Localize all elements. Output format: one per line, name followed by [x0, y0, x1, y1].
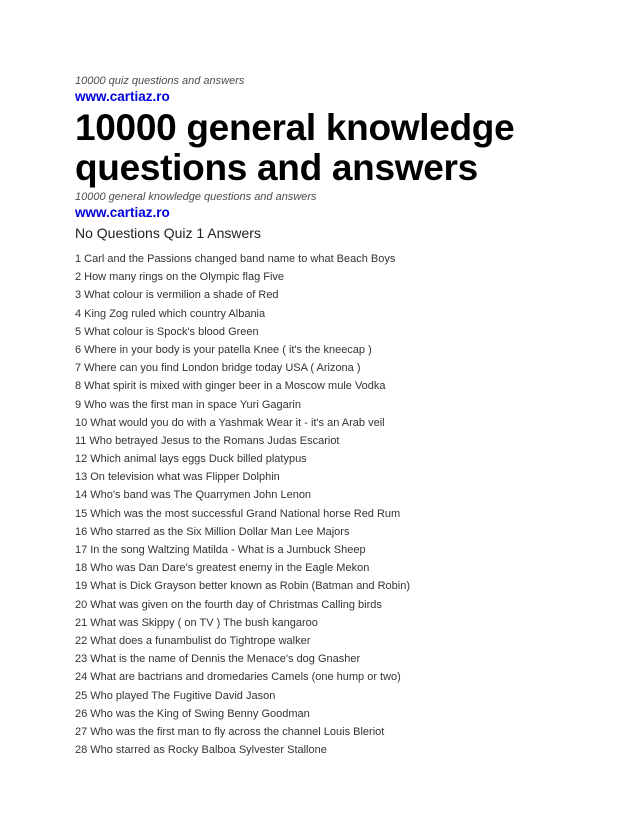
question-text: What is the name of Dennis the Menace's dog Gnasher [90, 653, 361, 666]
question-text: Where in your body is your patella Knee ( it's the kneecap ) [84, 343, 372, 356]
question-text: Who was the King of Swing Benny Goodman [90, 707, 310, 720]
question-row [75, 596, 580, 614]
question-number: 11 [75, 434, 87, 447]
question-number: 25 [75, 689, 88, 702]
question-number: 19 [75, 580, 88, 593]
question-row [75, 577, 580, 595]
question-text: King Zog ruled which country Albania [84, 307, 266, 320]
question-number: 15 [75, 507, 88, 520]
question-text: Where can you find London bridge today USA ( Arizona ) [84, 362, 361, 375]
question-text: What colour is Spock's blood Green [84, 325, 259, 338]
header-tagline-top: 10000 quiz questions and answers [75, 75, 245, 87]
question-row [75, 468, 580, 486]
question-text: Who starred as the Six Million Dollar Man Lee Majors [90, 525, 350, 538]
question-number: 23 [75, 653, 88, 666]
question-row [75, 741, 580, 759]
question-number: 8 [75, 380, 82, 393]
question-text: Who betrayed Jesus to the Romans Judas Escariot [89, 434, 340, 447]
question-row [75, 323, 580, 341]
site-link-bottom[interactable]: www.cartiaz.ro [75, 205, 170, 220]
question-number: 4 [75, 307, 82, 320]
question-text: Who starred as Rocky Balboa Sylvester Stallone [90, 744, 327, 757]
question-row [75, 450, 580, 468]
question-row [75, 505, 580, 523]
question-number: 3 [75, 289, 82, 302]
question-number: 12 [75, 453, 88, 466]
question-text: Who was Dan Dare's greatest enemy in the Eagle Mekon [90, 562, 370, 575]
question-row [75, 341, 580, 359]
question-row [75, 632, 580, 650]
question-text: Who was the first man to fly across the channel Louis Bleriot [90, 725, 385, 738]
question-text: Carl and the Passions changed band name to what Beach Boys [84, 253, 396, 265]
question-text: In the song Waltzing Matilda - What is a Jumbuck Sheep [90, 544, 366, 556]
question-number: 24 [75, 671, 88, 684]
question-text: What colour is vermilion a shade of Red [84, 289, 279, 302]
question-row [75, 668, 580, 686]
question-row [75, 286, 580, 304]
question-row [75, 687, 580, 705]
question-text: What spirit is mixed with ginger beer in a Moscow mule Vodka [84, 380, 386, 393]
document-title: 10000 general knowledge questions and answers [75, 107, 515, 188]
question-row [75, 414, 580, 432]
question-text: What would you do with a Yashmak Wear it - it's an Arab veil [90, 416, 385, 429]
question-number: 6 [75, 343, 82, 356]
quiz-section-heading: No Questions Quiz 1 Answers [75, 225, 261, 241]
question-list [75, 250, 580, 759]
question-row [75, 614, 580, 632]
question-number: 17 [75, 544, 88, 556]
question-row [75, 268, 580, 286]
question-row [75, 305, 580, 323]
question-row [75, 359, 580, 377]
question-text: Who played The Fugitive David Jason [90, 689, 276, 702]
question-text: What are bactrians and dromedaries Camels (one hump or two) [90, 671, 401, 684]
question-number: 5 [75, 325, 82, 338]
question-number: 9 [75, 398, 82, 411]
question-row [75, 432, 580, 450]
question-text: Which animal lays eggs Duck billed platypus [90, 453, 307, 466]
question-number: 16 [75, 525, 88, 538]
question-text: How many rings on the Olympic flag Five [84, 271, 285, 284]
site-link-top[interactable]: www.cartiaz.ro [75, 89, 170, 104]
question-number: 2 [75, 271, 82, 284]
question-text: Who was the first man in space Yuri Gagarin [84, 398, 301, 411]
question-text: On television what was Flipper Dolphin [90, 471, 280, 484]
question-text: What was Skippy ( on TV ) The bush kangaroo [90, 616, 318, 629]
question-number: 26 [75, 707, 88, 720]
question-row [75, 705, 580, 723]
question-number: 18 [75, 562, 88, 575]
question-number: 1 [75, 253, 82, 265]
question-row [75, 396, 580, 414]
question-row [75, 541, 580, 559]
question-number: 13 [75, 471, 88, 484]
question-row [75, 650, 580, 668]
question-text: What was given on the fourth day of Christmas Calling birds [90, 598, 382, 611]
question-row [75, 523, 580, 541]
question-row [75, 377, 580, 395]
header-tagline-bottom: 10000 general knowledge questions and answers [75, 191, 317, 203]
question-text: What is Dick Grayson better known as Robin (Batman and Robin) [90, 580, 411, 593]
question-row [75, 559, 580, 577]
question-number: 21 [75, 616, 88, 629]
question-number: 27 [75, 725, 88, 738]
question-text: Which was the most successful Grand National horse Red Rum [90, 507, 401, 520]
question-row [75, 486, 580, 504]
question-number: 20 [75, 598, 88, 611]
question-text: Who's band was The Quarrymen John Lenon [90, 489, 312, 502]
question-number: 7 [75, 362, 82, 375]
question-number: 10 [75, 416, 88, 429]
question-row [75, 723, 580, 741]
question-text: What does a funambulist do Tightrope walker [90, 634, 311, 647]
question-number: 22 [75, 634, 88, 647]
question-row [75, 250, 580, 268]
question-number: 14 [75, 489, 88, 502]
question-number: 28 [75, 744, 88, 757]
